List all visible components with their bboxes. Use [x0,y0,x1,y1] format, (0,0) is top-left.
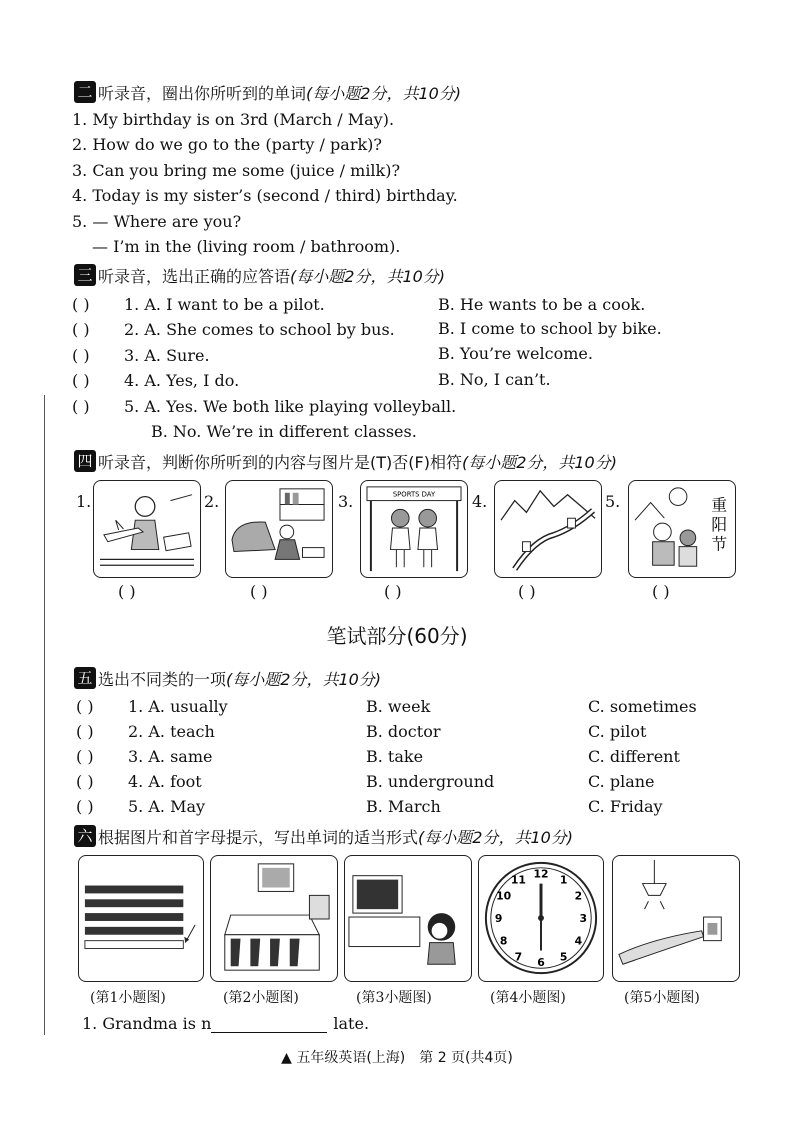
clock-numeral-9: 9 [494,911,503,925]
clock-numeral-4: 4 [574,934,583,948]
section2-item-4: 4. Today is my sister’s (second / third) birthday. [72,186,458,205]
option-a: 3. A. same [128,747,213,766]
section2-item-2: 2. How do we go to the (party / park)? [72,135,382,154]
pic-label-5: 5. [605,492,621,511]
answer-paren[interactable]: ( ) [72,295,90,314]
sports-day-illustration [361,481,467,577]
pic-label-4: 4. [472,492,488,511]
section5-row-3 [76,747,212,766]
picture-clock [478,855,604,982]
clock-numeral-11: 11 [510,873,526,887]
clock-numeral-5: 5 [559,950,568,964]
section2-item-1: 1. My birthday is on 3rd (March / May). [72,110,395,129]
section4-header [74,449,617,473]
picture-bars [78,855,204,982]
option-a: 3. A. Sure. [124,346,210,365]
section3-title: 听录音，选出正确的应答语 [98,266,291,286]
great-wall-illustration [495,481,601,577]
section4-answer-5[interactable]: ( ) [652,582,670,601]
question-1-suffix: late. [333,1014,370,1033]
section3-row-4-b: B. No, I can’t. [438,370,551,389]
section5-row-5-c: C. Friday [588,797,663,816]
section3-row-3-b: B. You’re welcome. [438,344,593,363]
section2-title: 听录音，圈出你所听到的单词 [98,83,307,103]
section4-title: 听录音，判断你所听到的内容与图片是(T)否(F)相符 [98,452,462,472]
section3-row-1-b: B. He wants to be a cook. [438,295,646,314]
living-room-illustration [226,481,332,577]
picture-boy-with-airplane [93,480,201,578]
caption-3: (第3小题图) [356,990,432,1006]
footer-text: 五年级英语(上海) 第 2 页(共4页) [296,1050,513,1066]
answer-paren[interactable]: ( ) [76,697,94,716]
section5-row-2-b: B. doctor [366,722,441,741]
section5-row-4 [76,772,202,791]
option-a: 2. A. She comes to school by bus. [124,320,395,339]
answer-paren[interactable]: ( ) [72,397,90,416]
picture-bedroom [210,855,338,982]
festival-illustration [629,481,735,577]
answer-blank[interactable] [211,1017,327,1033]
option-a: 1. A. I want to be a pilot. [124,295,325,314]
pic-label-1: 1. [76,492,92,511]
bedroom-illustration [211,856,337,981]
answer-paren[interactable]: ( ) [76,722,94,741]
section6-score: (每小题2分，共10分) [418,827,574,847]
section4-answer-1[interactable]: ( ) [118,582,136,601]
option-a: 4. A. foot [128,772,202,791]
festival-char-1: 重 [711,495,728,515]
section5-row-1-b: B. week [366,697,431,716]
section6-title: 根据图片和首字母提示，写出单词的适当形式 [98,827,419,847]
pic-label-2: 2. [204,492,220,511]
section3-number: 三 [74,264,96,286]
answer-paren[interactable]: ( ) [72,320,90,339]
tv-illustration [345,856,471,981]
section6-header [74,824,573,848]
section5-score: (每小题2分，共10分) [226,669,382,689]
section5-row-4-c: C. plane [588,772,655,791]
picture-great-wall [494,480,602,578]
section3-row-5 [72,397,456,416]
option-a: 5. A. Yes. We both like playing volleyball. [124,397,457,416]
answer-paren[interactable]: ( ) [72,346,90,365]
section5-row-1-c: C. sometimes [588,697,697,716]
clock-numeral-6: 6 [537,956,545,970]
picture-living-room-girl [225,480,333,578]
section3-row-2 [72,320,395,339]
light-switch-illustration [613,856,739,981]
section6-number: 六 [74,825,96,847]
section3-row-1 [72,295,325,314]
option-a: 4. A. Yes, I do. [124,371,240,390]
clock-illustration [479,856,603,981]
boy-airplane-illustration [94,481,200,577]
section4-answer-3[interactable]: ( ) [384,582,402,601]
pic-label-3: 3. [338,492,354,511]
answer-paren[interactable]: ( ) [76,747,94,766]
section4-answer-4[interactable]: ( ) [518,582,536,601]
section2-item-3: 3. Can you bring me some (juice / milk)? [72,161,401,180]
sports-day-sign: SPORTS DAY [392,490,436,499]
publisher-logo-icon: ▲ [281,1050,292,1066]
section5-row-2 [76,722,215,741]
clock-numeral-3: 3 [579,911,588,925]
section2-number: 二 [74,81,96,103]
caption-2: (第2小题图) [223,990,299,1006]
section3-row-3 [72,346,210,365]
section2-item-5-reply: — I’m in the (living room / bathroom). [92,237,401,256]
margin-rule [44,395,45,1035]
section5-row-2-c: C. pilot [588,722,647,741]
section3-header [74,263,445,287]
clock-numeral-10: 10 [496,889,512,903]
section5-number: 五 [74,667,96,689]
clock-numeral-7: 7 [514,950,523,964]
section3-row-4 [72,371,239,390]
section4-score: (每小题2分，共10分) [461,452,617,472]
picture-sports-day [360,480,468,578]
section5-title: 选出不同类的一项 [98,669,227,689]
section5-row-1 [76,697,228,716]
picture-tv [344,855,472,982]
picture-light-switch [612,855,740,982]
section3-row-2-b: B. I come to school by bike. [438,319,662,338]
section5-row-5 [76,797,205,816]
section2-score: (每小题2分，共10分) [306,83,462,103]
answer-paren[interactable]: ( ) [76,772,94,791]
section5-row-4-b: B. underground [366,772,495,791]
caption-5: (第5小题图) [624,990,700,1006]
answer-paren[interactable]: ( ) [76,797,94,816]
section3-row-5-b: B. No. We’re in different classes. [151,422,417,441]
section3-score: (每小题2分，共10分) [290,266,446,286]
section2-header [74,80,461,104]
section4-answer-2[interactable]: ( ) [250,582,268,601]
caption-4: (第4小题图) [490,990,566,1006]
section5-header [74,666,381,690]
section5-row-5-b: B. March [366,797,441,816]
section4-number: 四 [74,450,96,472]
clock-numeral-12: 12 [533,867,549,881]
picture-double-ninth-festival [628,480,736,578]
section2-item-5: 5. — Where are you? [72,212,242,231]
option-a: 2. A. teach [128,722,215,741]
clock-numeral-1: 1 [559,873,568,887]
section5-row-3-c: C. different [588,747,680,766]
written-part-title: 笔试部分(60分) [326,624,468,648]
section5-row-3-b: B. take [366,747,424,766]
clock-numeral-8: 8 [499,934,508,948]
clock-numeral-2: 2 [574,889,583,903]
option-a: 5. A. May [128,797,206,816]
option-a: 1. A. usually [128,697,228,716]
answer-paren[interactable]: ( ) [72,371,90,390]
page-footer [0,1047,794,1067]
question-1-prefix: 1. Grandma is n [82,1014,212,1033]
section6-question-1 [82,1014,369,1033]
festival-char-2: 阳 [711,514,728,534]
bars-illustration [79,856,203,981]
caption-1: (第1小题图) [90,990,166,1006]
festival-char-3: 节 [711,534,728,554]
